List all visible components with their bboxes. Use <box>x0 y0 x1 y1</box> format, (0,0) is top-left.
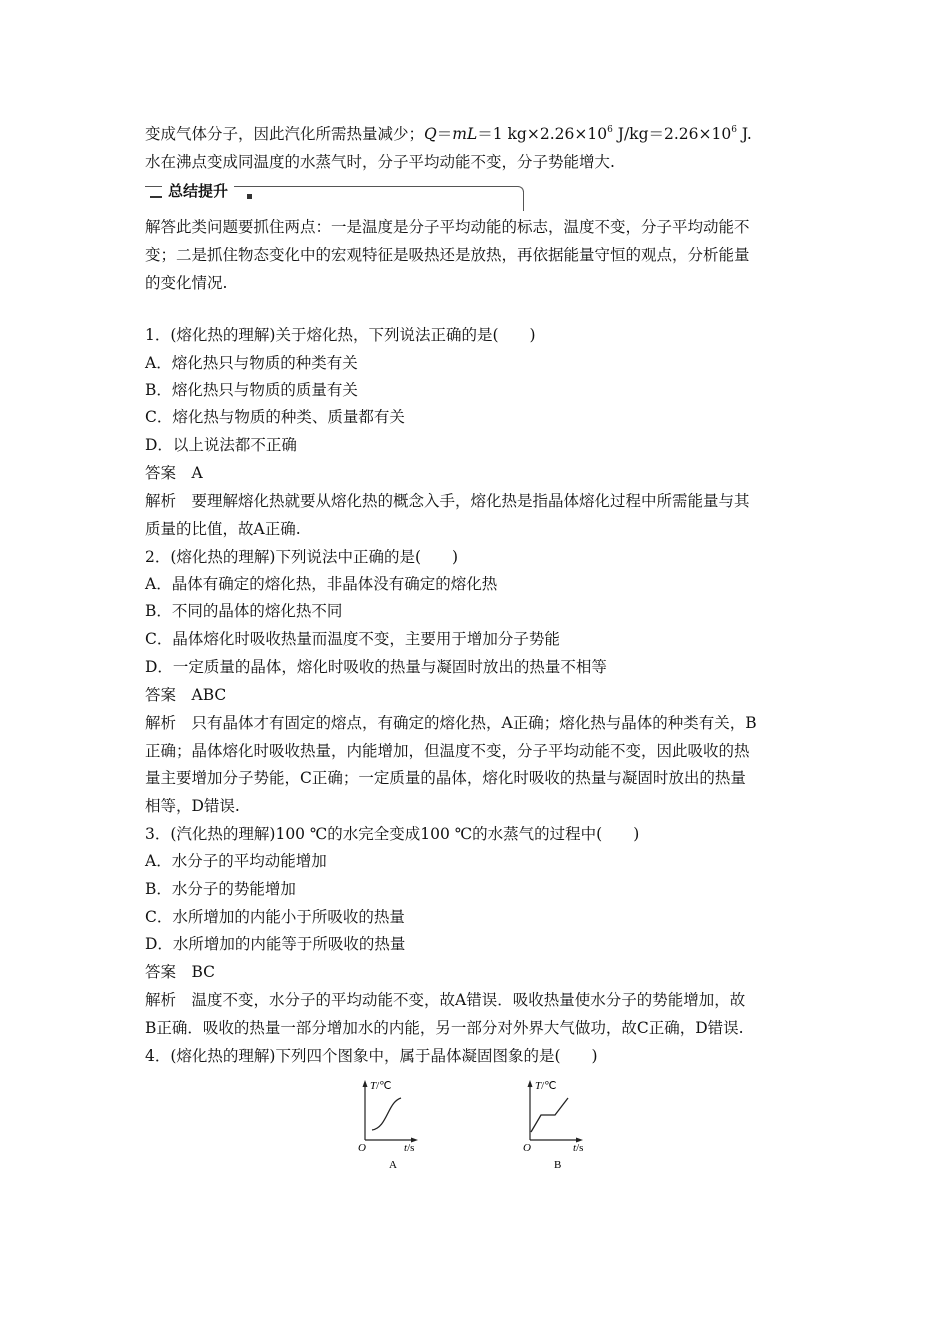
y-axis-arrow <box>528 1080 533 1087</box>
y-axis-label: T/℃ <box>535 1080 557 1092</box>
q2-analysis: 正确；晶体熔化时吸收热量，内能增加，但温度不变，分子平均动能不变，因此吸收的热 <box>145 742 750 760</box>
intro-unit: J. <box>736 125 752 143</box>
curve-a <box>372 1098 401 1130</box>
graph-letter: A <box>389 1159 397 1171</box>
q3-option-b: B．水分子的势能增加 <box>145 880 296 898</box>
graph-a <box>350 1075 460 1175</box>
q1-option-a: A．熔化热只与物质的种类有关 <box>145 354 358 372</box>
summary-line: 变；二是抓住物态变化中的宏观特征是吸热还是放热，再依据能量守恒的观点，分析能量 <box>145 246 750 264</box>
summary-line: 解答此类问题要抓住两点：一是温度是分子平均动能的标志，温度不变，分子平均动能不 <box>145 218 750 236</box>
q2-analysis: 相等，D错误. <box>145 797 240 815</box>
q2-option-b: B．不同的晶体的熔化热不同 <box>145 602 343 620</box>
q3-stem: 3．(汽化热的理解)100 ℃的水完全变成100 ℃的水蒸气的过程中( ) <box>145 825 640 843</box>
var-m: m <box>452 125 467 143</box>
q3-option-c: C．水所增加的内能小于所吸收的热量 <box>145 908 405 926</box>
q3-option-d: D．水所增加的内能等于所吸收的热量 <box>145 935 406 953</box>
summary-decor-dash <box>150 196 162 198</box>
q4-stem: 4．(熔化热的理解)下列四个图象中，属于晶体凝固图象的是( ) <box>145 1047 598 1065</box>
intro-line-2: 水在沸点变成同温度的水蒸气时，分子平均动能不变，分子势能增大. <box>145 153 615 171</box>
curve-b <box>531 1098 568 1132</box>
var-Q: Q <box>424 125 437 143</box>
var-L: L <box>466 125 478 143</box>
y-axis-arrow <box>363 1080 368 1087</box>
q2-option-d: D．一定质量的晶体，熔化时吸收的热量与凝固时放出的热量不相等 <box>145 658 607 676</box>
intro-value-2: J/kg＝2.26×10 <box>612 125 732 143</box>
equals-sign: ＝ <box>436 125 453 143</box>
intro-value-1: ＝1 kg×2.26×10 <box>477 125 608 143</box>
q1-answer: 答案 A <box>145 464 203 482</box>
q3-analysis: 解析 温度不变，水分子的平均动能不变，故A错误．吸收热量使水分子的势能增加，故 <box>145 991 746 1009</box>
q1-analysis: 质量的比值，故A正确. <box>145 520 301 538</box>
exponent-1: 6 <box>607 125 613 135</box>
intro-text: 变成气体分子，因此汽化所需热量减少； <box>145 125 425 143</box>
x-axis-label: t/s <box>404 1142 415 1154</box>
q2-stem: 2．(熔化热的理解)下列说法中正确的是( ) <box>145 548 459 566</box>
q2-analysis: 量主要增加分子势能，C正确；一定质量的晶体，熔化时吸收的热量与凝固时放出的热量 <box>145 769 746 787</box>
summary-title: 总结提升 <box>162 180 234 202</box>
q1-option-d: D．以上说法都不正确 <box>145 436 297 454</box>
origin-label: O <box>358 1142 366 1154</box>
q2-option-a: A．晶体有确定的熔化热，非晶体没有确定的熔化热 <box>145 575 498 593</box>
q2-analysis: 解析 只有晶体才有固定的熔点，有确定的熔化热，A正确；熔化热与晶体的种类有关，B <box>145 714 757 732</box>
x-axis-label: t/s <box>573 1142 584 1154</box>
q3-option-a: A．水分子的平均动能增加 <box>145 852 327 870</box>
summary-decor-square <box>247 194 252 199</box>
exponent-2: 6 <box>731 125 737 135</box>
q2-answer: 答案 ABC <box>145 686 227 704</box>
graph-b <box>515 1075 625 1175</box>
q1-stem: 1．(熔化热的理解)关于熔化热，下列说法正确的是( ) <box>145 326 536 344</box>
graph-letter: B <box>554 1159 562 1171</box>
summary-line: 的变化情况. <box>145 274 228 292</box>
y-axis-label: T/℃ <box>370 1080 392 1092</box>
intro-line-1 <box>145 123 752 145</box>
q3-answer: 答案 BC <box>145 963 216 981</box>
q3-analysis: B正确．吸收的热量一部分增加水的内能，另一部分对外界大气做功，故C正确，D错误. <box>145 1019 744 1037</box>
q1-option-b: B．熔化热只与物质的质量有关 <box>145 381 358 399</box>
q1-analysis: 解析 要理解熔化热就要从熔化热的概念入手，熔化热是指晶体熔化过程中所需能量与其 <box>145 492 750 510</box>
q1-option-c: C．熔化热与物质的种类、质量都有关 <box>145 408 405 426</box>
origin-label: O <box>523 1142 531 1154</box>
q2-option-c: C．晶体熔化时吸收热量而温度不变，主要用于增加分子势能 <box>145 630 560 648</box>
